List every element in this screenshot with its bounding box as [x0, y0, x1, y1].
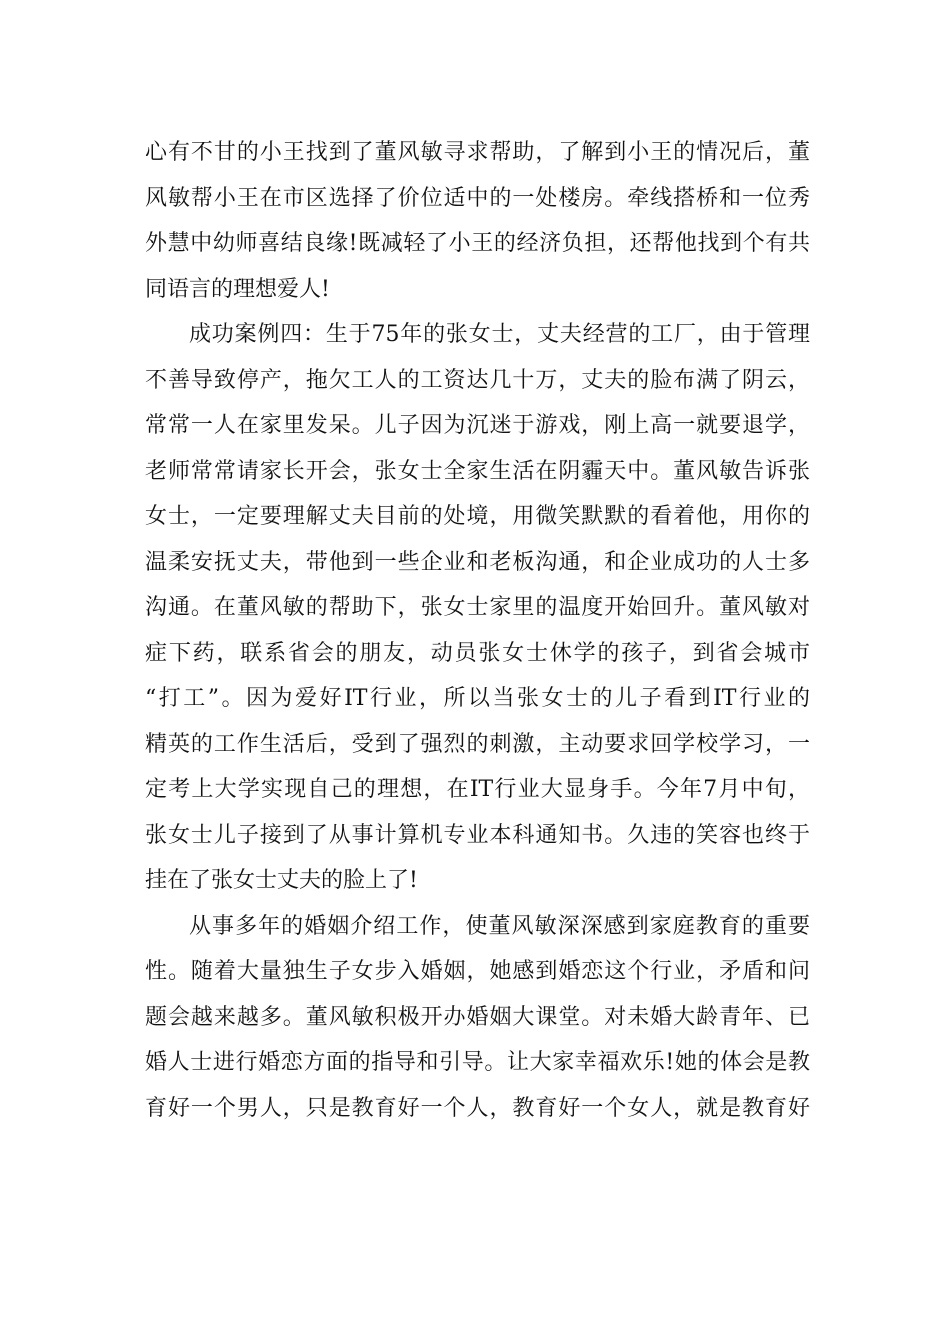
text-line: 精英的工作生活后，受到了强烈的刺激，主动要求回学校学习，一: [145, 731, 810, 757]
text-line: 心有不甘的小王找到了董风敏寻求帮助，了解到小王的情况后，董: [145, 140, 810, 165]
text-line: 挂在了张女士丈夫的脸上了!: [145, 868, 418, 893]
text-line: 成功案例四：生于75年的张女士，丈夫经营的工厂，由于管理: [189, 322, 810, 347]
document-page: [145, 130, 810, 1131]
paragraph-3: [145, 904, 810, 1132]
text-line: 外慧中幼师喜结良缘!既减轻了小王的经济负担，还帮他找到个有共: [145, 231, 810, 256]
text-line: 从事多年的婚姻介绍工作，使董风敏深深感到家庭教育的重要: [189, 913, 810, 939]
text-line: “打工”。因为爱好IT行业，所以当张女士的儿子看到IT行业的: [145, 686, 810, 711]
text-line: 题会越来越多。董风敏积极开办婚姻大课堂。对未婚大龄青年、已: [145, 1004, 810, 1030]
text-line: 婚人士进行婚恋方面的指导和引导。让大家幸福欢乐!她的体会是教: [145, 1050, 810, 1075]
text-line: 同语言的理想爱人!: [145, 276, 330, 302]
text-line: 沟通。在董风敏的帮助下，张女士家里的温度开始回升。董风敏对: [145, 595, 810, 620]
text-line: 女士，一定要理解丈夫目前的处境，用微笑默默的看着他，用你的: [145, 504, 810, 529]
text-line: 张女士儿子接到了从事计算机专业本科通知书。久违的笑容也终于: [145, 822, 810, 848]
text-line: 不善导致停产，拖欠工人的工资达几十万，丈夫的脸布满了阴云，: [145, 367, 810, 393]
text-line: 温柔安抚丈夫，带他到一些企业和老板沟通，和企业成功的人士多: [145, 549, 810, 575]
text-line: 性。随着大量独生子女步入婚姻，她感到婚恋这个行业，矛盾和问: [145, 959, 810, 984]
text-line: 风敏帮小王在市区选择了价位适中的一处楼房。牵线搭桥和一位秀: [145, 185, 810, 211]
paragraph-1: [145, 130, 810, 312]
paragraph-2: [145, 312, 810, 904]
text-line: 常常一人在家里发呆。儿子因为沉迷于游戏，刚上高一就要退学，: [145, 413, 810, 438]
text-line: 育好一个男人，只是教育好一个人，教育好一个女人，就是教育好: [145, 1095, 810, 1121]
text-line: 老师常常请家长开会，张女士全家生活在阴霾天中。董风敏告诉张: [145, 458, 810, 484]
text-line: 定考上大学实现自己的理想，在IT行业大显身手。今年7月中旬，: [145, 777, 810, 802]
text-line: 症下药，联系省会的朋友，动员张女士休学的孩子，到省会城市: [145, 640, 810, 666]
